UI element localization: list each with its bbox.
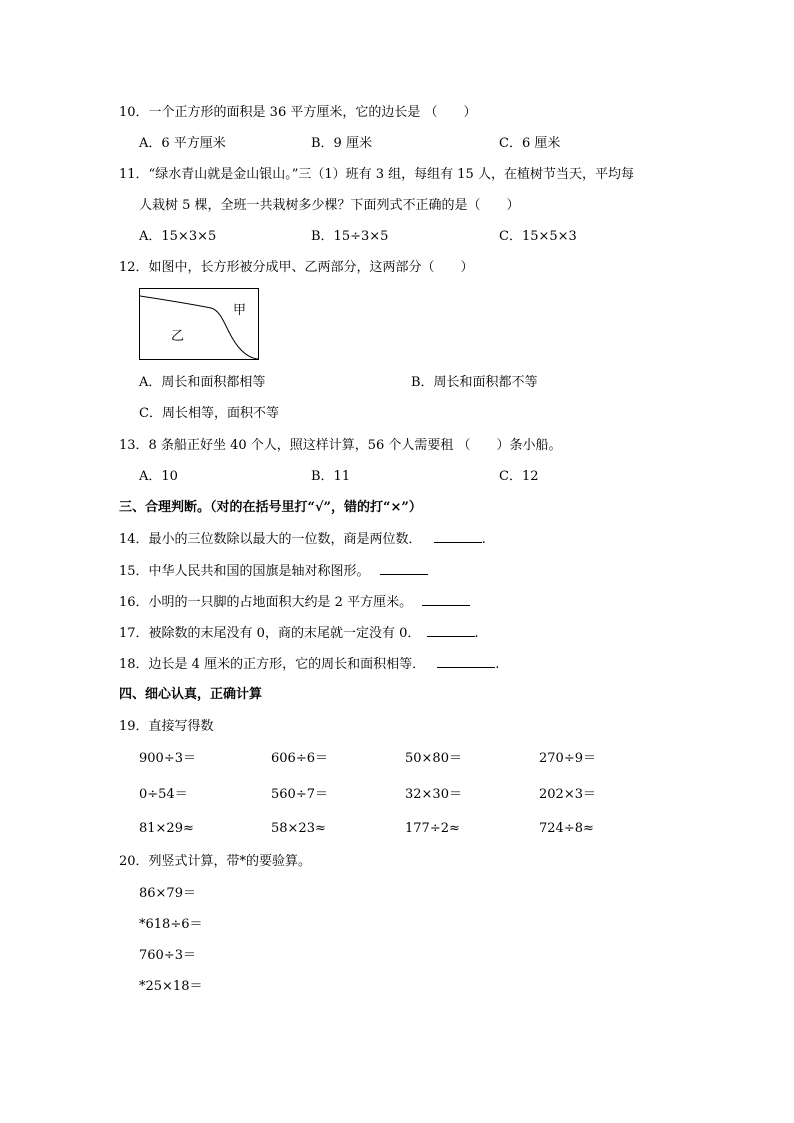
q19-calc-1-4: 270÷9＝ [539, 751, 596, 766]
q11-option-a: A．15×3×5 [139, 229, 217, 244]
q14-answer-blank[interactable] [434, 530, 482, 543]
q18-item [119, 655, 499, 674]
q14-text: 14．最小的三位数除以最大的一位数，商是两位数． [119, 532, 422, 547]
rectangle-diagram [139, 288, 259, 360]
q17-text: 17．被除数的末尾没有 0，商的末尾就一定没有 0． [119, 626, 421, 641]
q16-text: 16．小明的一只脚的占地面积大约是 2 平方厘米。 [119, 595, 413, 610]
q11-stem-line2: 人栽树 5 棵，全班一共栽树多少棵？下面列式不正确的是（ ） [139, 198, 520, 213]
q18-answer-blank[interactable] [437, 655, 495, 668]
q17-item [119, 624, 479, 643]
q10-option-c: C．6 厘米 [499, 136, 561, 151]
q17-end: . [474, 626, 479, 641]
q19-calc-1-2: 606÷6＝ [271, 751, 328, 766]
q19-stem: 19．直接写得数 [119, 719, 214, 734]
q19-calc-3-1: 81×29≈ [139, 821, 194, 836]
label-yi: 乙 [171, 329, 185, 344]
q20-item-2: *618÷6＝ [139, 917, 203, 932]
q19-calc-1-3: 50×80＝ [405, 751, 462, 766]
q11-option-b: B．15÷3×5 [311, 229, 389, 244]
q12-option-b: B．周长和面积都不等 [411, 375, 538, 390]
q13-option-a: A．10 [139, 469, 178, 484]
q20-item-1: 86×79＝ [139, 886, 196, 901]
q11-option-c: C．15×5×3 [499, 229, 577, 244]
q15-answer-blank[interactable] [380, 562, 428, 575]
q19-calc-2-3: 32×30＝ [405, 787, 462, 802]
q16-item [119, 593, 470, 612]
q10-option-b: B．9 厘米 [311, 136, 372, 151]
q11-stem-line1: 11．“绿水青山就是金山银山。”三（1）班有 3 组，每组有 15 人，在植树节当天，平均每 [119, 167, 634, 182]
section4-title: 四、细心认真，正确计算 [119, 687, 263, 702]
q10-option-a: A．6 平方厘米 [139, 136, 226, 151]
q19-calc-1-1: 900÷3＝ [139, 751, 196, 766]
q16-answer-blank[interactable] [422, 593, 470, 606]
q15-text: 15．中华人民共和国的国旗是轴对称图形。 [119, 564, 370, 579]
q14-end: . [481, 532, 486, 547]
q14-item [119, 530, 486, 549]
section3-title: 三、合理判断。（对的在括号里打“√”，错的打“×”） [119, 500, 422, 515]
q12-option-a: A．周长和面积都相等 [139, 375, 266, 390]
q13-option-b: B．11 [311, 469, 351, 484]
q18-end: . [495, 657, 500, 672]
q12-option-c: C．周长相等，面积不等 [139, 406, 279, 421]
q19-calc-3-4: 724÷8≈ [539, 821, 594, 836]
rectangle-figure [139, 288, 259, 360]
q19-calc-2-4: 202×3＝ [539, 787, 596, 802]
q19-calc-3-3: 177÷2≈ [405, 821, 460, 836]
q20-stem: 20．列竖式计算，带*的要验算。 [119, 854, 312, 869]
label-jia: 甲 [233, 303, 247, 318]
q12-stem: 12．如图中，长方形被分成甲、乙两部分，这两部分（ ） [119, 260, 474, 275]
q13-option-c: C．12 [499, 469, 539, 484]
q10-stem: 10．一个正方形的面积是 36 平方厘米，它的边长是 （ ） [119, 105, 477, 120]
q18-text: 18．边长是 4 厘米的正方形，它的周长和面积相等． [119, 657, 426, 672]
q20-item-4: *25×18＝ [139, 979, 203, 994]
q13-stem: 13．8 条船正好坐 40 个人，照这样计算，56 个人需要租 （ ）条小船。 [119, 438, 562, 453]
q19-calc-2-1: 0÷54＝ [139, 787, 188, 802]
q15-item [119, 562, 428, 581]
q20-item-3: 760÷3＝ [139, 948, 196, 963]
q17-answer-blank[interactable] [427, 624, 475, 637]
q19-calc-3-2: 58×23≈ [271, 821, 326, 836]
q19-calc-2-2: 560÷7＝ [271, 787, 328, 802]
